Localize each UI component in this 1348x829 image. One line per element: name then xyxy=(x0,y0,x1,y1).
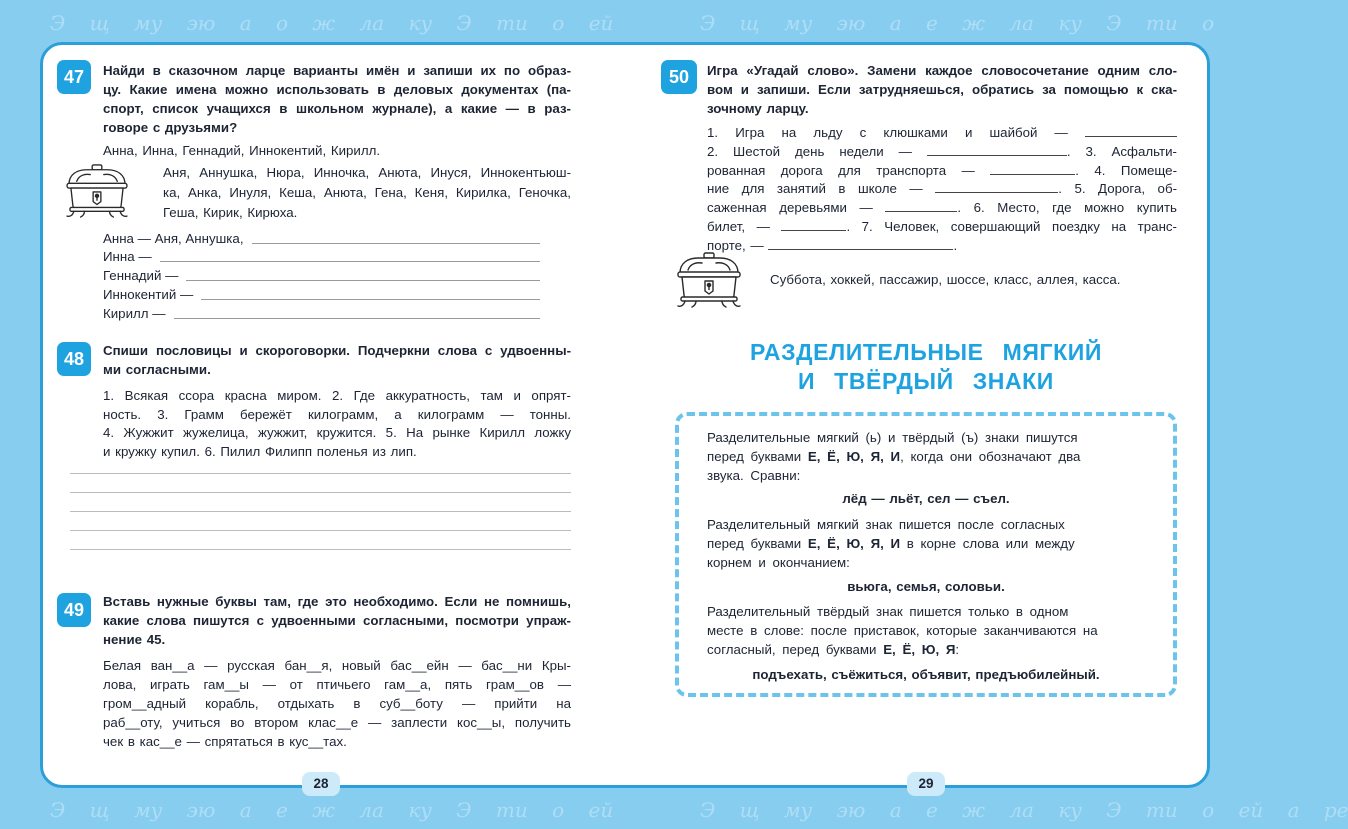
section-title-line: И ТВЁРДЫЙ ЗНАКИ xyxy=(798,368,1054,394)
answer-row-label: Кирилл — xyxy=(103,306,166,321)
chest-word-list-line: Геша, Кирик, Кирюха. xyxy=(163,205,298,220)
exercise-48-text-line: 4. Жужжит жужелица, жужжит, кружится. 5. На рынке Кирилл ложку xyxy=(103,425,571,440)
item-text: . xyxy=(953,238,958,253)
rule-text-line: Разделительный твёрдый знак пишется только в одном xyxy=(707,604,1069,619)
decor-letters-bottom-left: Э щ му эю а е ж ла ку Э ти о ей xyxy=(50,798,614,822)
page-number-right: 29 xyxy=(907,772,945,796)
answer-line xyxy=(252,243,540,244)
answer-line xyxy=(174,318,540,319)
exercise-49-text-line: лова, играть гам__ы — от птичьего гам__а, пять грам__ов — xyxy=(103,677,571,692)
decor-letters-top-right: Э щ му эю а е ж ла ку Э ти о xyxy=(700,11,1215,35)
rule-text-line: месте в слове: после приставок, которые заканчиваются на xyxy=(707,623,1098,638)
exercise-50-instruction-line: зочному ларцу. xyxy=(707,101,809,116)
item-text: . 5. Дорога, об- xyxy=(1058,181,1177,196)
rule-example: подъехать, съёжиться, объявит, предъюбилейный. xyxy=(752,667,1100,682)
rule-text: согласный, перед буквами xyxy=(707,642,884,657)
exercise-48-text-line: ность. 3. Грамм бережёт килограмм, а килограмм — тонны. xyxy=(103,407,571,422)
exercise-49-badge: 49 xyxy=(57,593,91,627)
answer-blank xyxy=(781,219,846,231)
answer-blank xyxy=(768,238,953,250)
rule-text: перед буквами xyxy=(707,449,808,464)
answer-blank xyxy=(935,181,1058,193)
item-text: . 4. Помеще- xyxy=(1075,163,1177,178)
exercise-47-instruction-line: Найди в сказочном ларце варианты имён и запиши их по образ- xyxy=(103,63,571,78)
exercise-49-instruction-line: нение 45. xyxy=(103,632,166,647)
rule-text-line: звука. Сравни: xyxy=(707,468,801,483)
exercise-50-item-line xyxy=(707,123,1177,142)
exercise-48-instruction-line: ми согласными. xyxy=(103,362,211,377)
item-text: саженная деревьями — xyxy=(707,200,873,215)
decor-letters-bottom-right: Э щ му эю а е ж ла ку Э ти о ей а ре xyxy=(700,798,1348,822)
exercise-49-instruction-line: Вставь нужные буквы там, где это необходимо. Если не помнишь, xyxy=(103,594,571,609)
item-text: порте, — xyxy=(707,238,764,253)
rule-letters: Е, Ё, Ю, Я xyxy=(883,642,956,657)
writing-line xyxy=(70,473,571,474)
rule-text-line: Разделительные мягкий (ь) и твёрдый (ъ) знаки пишутся xyxy=(707,430,1078,445)
treasure-chest-icon xyxy=(672,251,746,309)
exercise-47-instruction-line: говоре с друзьями? xyxy=(103,120,238,135)
page-number-left: 28 xyxy=(302,772,340,796)
exercise-47-badge: 47 xyxy=(57,60,91,94)
exercise-49-instruction-line: какие слова пишутся с удвоенными согласными, посмотри упраж- xyxy=(103,613,571,628)
rule-text-line xyxy=(707,447,1147,466)
chest-word-list-line: Аня, Аннушка, Нюра, Инночка, Анюта, Инуся, Иннокентьюш- xyxy=(163,165,571,180)
exercise-50-item-line xyxy=(707,236,1177,255)
section-title-line: РАЗДЕЛИТЕЛЬНЫЕ МЯГКИЙ xyxy=(749,339,1103,365)
answer-line xyxy=(160,261,540,262)
answer-row-label: Геннадий — xyxy=(103,268,179,283)
exercise-50-item-line xyxy=(707,179,1177,198)
answer-blank xyxy=(927,144,1067,156)
answer-row-label: Анна — Аня, Аннушка, xyxy=(103,231,244,246)
rule-text-line: Разделительный мягкий знак пишется после согласных xyxy=(707,517,1065,532)
exercise-49-text-line: раб__оту, учиться во втором клас__е — заплести кос__ы, получить xyxy=(103,715,571,730)
answer-row-label: Иннокентий — xyxy=(103,287,194,302)
writing-line xyxy=(70,492,571,493)
item-text: рованная дорога для транспорта — xyxy=(707,163,975,178)
decor-letters-top-left: Э щ му эю а о ж ла ку Э ти о ей xyxy=(50,11,614,35)
exercise-48-instruction-line: Спиши пословицы и скороговорки. Подчеркни слова с удвоенны- xyxy=(103,343,571,358)
rule-letters: Е, Ё, Ю, Я, И xyxy=(807,536,901,551)
item-text: . 7. Человек, совершающий поездку на транс- xyxy=(846,219,1177,234)
exercise-47-names: Анна, Инна, Геннадий, Иннокентий, Кирилл. xyxy=(103,143,381,158)
rule-text-line xyxy=(707,640,1147,659)
answer-row-inna xyxy=(103,247,540,266)
exercise-47-instruction-line: цу. Какие имена можно использовать в деловых документах (па- xyxy=(103,82,571,97)
exercise-50-item-line xyxy=(707,142,1177,161)
treasure-chest-icon xyxy=(63,163,131,219)
exercise-50-item-line xyxy=(707,161,1177,180)
answer-row-gennadiy xyxy=(103,266,540,285)
exercise-49-text-line: гром__адный корабль, отдыхать в суб__боту — прийти на xyxy=(103,696,571,711)
answer-line xyxy=(186,280,540,281)
answer-row-label: Инна — xyxy=(103,249,152,264)
exercise-50-item-line xyxy=(707,217,1177,236)
answer-blank xyxy=(1085,125,1177,137)
rule-text-line xyxy=(707,534,1147,553)
item-text: 2. Шестой день недели — xyxy=(707,144,912,159)
item-text: . 3. Асфальти- xyxy=(1066,144,1177,159)
rule-text: перед буквами xyxy=(707,536,808,551)
rule-example: вьюга, семья, соловьи. xyxy=(847,579,1005,594)
answer-row-kirill xyxy=(103,304,540,323)
exercise-48-text-line: 1. Всякая ссора красна миром. 2. Где аккуратность, там и опрят- xyxy=(103,388,571,403)
rule-letters: Е, Ё, Ю, Я, И xyxy=(807,449,901,464)
writing-line xyxy=(70,530,571,531)
exercise-48-badge: 48 xyxy=(57,342,91,376)
answer-blank xyxy=(990,163,1075,175)
exercise-50-instruction-line: Игра «Угадай слово». Замени каждое словосочетание одним сло- xyxy=(707,63,1177,78)
answer-row-anna xyxy=(103,229,540,248)
rule-text: , когда они обозначают два xyxy=(900,449,1081,464)
item-text: . 6. Место, где можно купить xyxy=(957,200,1177,215)
writing-line xyxy=(70,511,571,512)
rule-text: в корне слова или между xyxy=(900,536,1075,551)
writing-line xyxy=(70,549,571,550)
exercise-47-instruction-line: спорт, список учащихся в школьном журнале), а какие — в раз- xyxy=(103,101,571,116)
exercise-49-text-line: Белая ван__а — русская бан__я, новый бас__ейн — бас__ни Кры- xyxy=(103,658,571,673)
exercise-50-instruction-line: вом и запиши. Если затрудняешься, обратись за помощью к ска- xyxy=(707,82,1177,97)
answer-line xyxy=(201,299,540,300)
item-text: 1. Игра на льду с клюшками и шайбой — xyxy=(707,125,1068,140)
exercise-49-text-line: чек в кас__е — спрятаться в кус__тах. xyxy=(103,734,347,749)
answer-row-innokentiy xyxy=(103,285,540,304)
exercise-48-text-line: и кружку купил. 6. Пилил Филипп поленья из лип. xyxy=(103,444,417,459)
chest-word-list: Суббота, хоккей, пассажир, шоссе, класс, аллея, касса. xyxy=(770,272,1121,287)
rule-text: : xyxy=(955,642,960,657)
exercise-50-badge: 50 xyxy=(661,60,697,94)
chest-word-list-line: ка, Анка, Инуля, Кеша, Анюта, Гена, Кеня, Кирилка, Геночка, xyxy=(163,185,571,200)
answer-blank xyxy=(885,200,957,212)
item-text: ние для занятий в школе — xyxy=(707,181,923,196)
exercise-50-item-line xyxy=(707,198,1177,217)
item-text: билет, — xyxy=(707,219,770,234)
rule-example: лёд — льёт, сел — съел. xyxy=(842,491,1010,506)
rule-text-line: корнем и окончанием: xyxy=(707,555,850,570)
